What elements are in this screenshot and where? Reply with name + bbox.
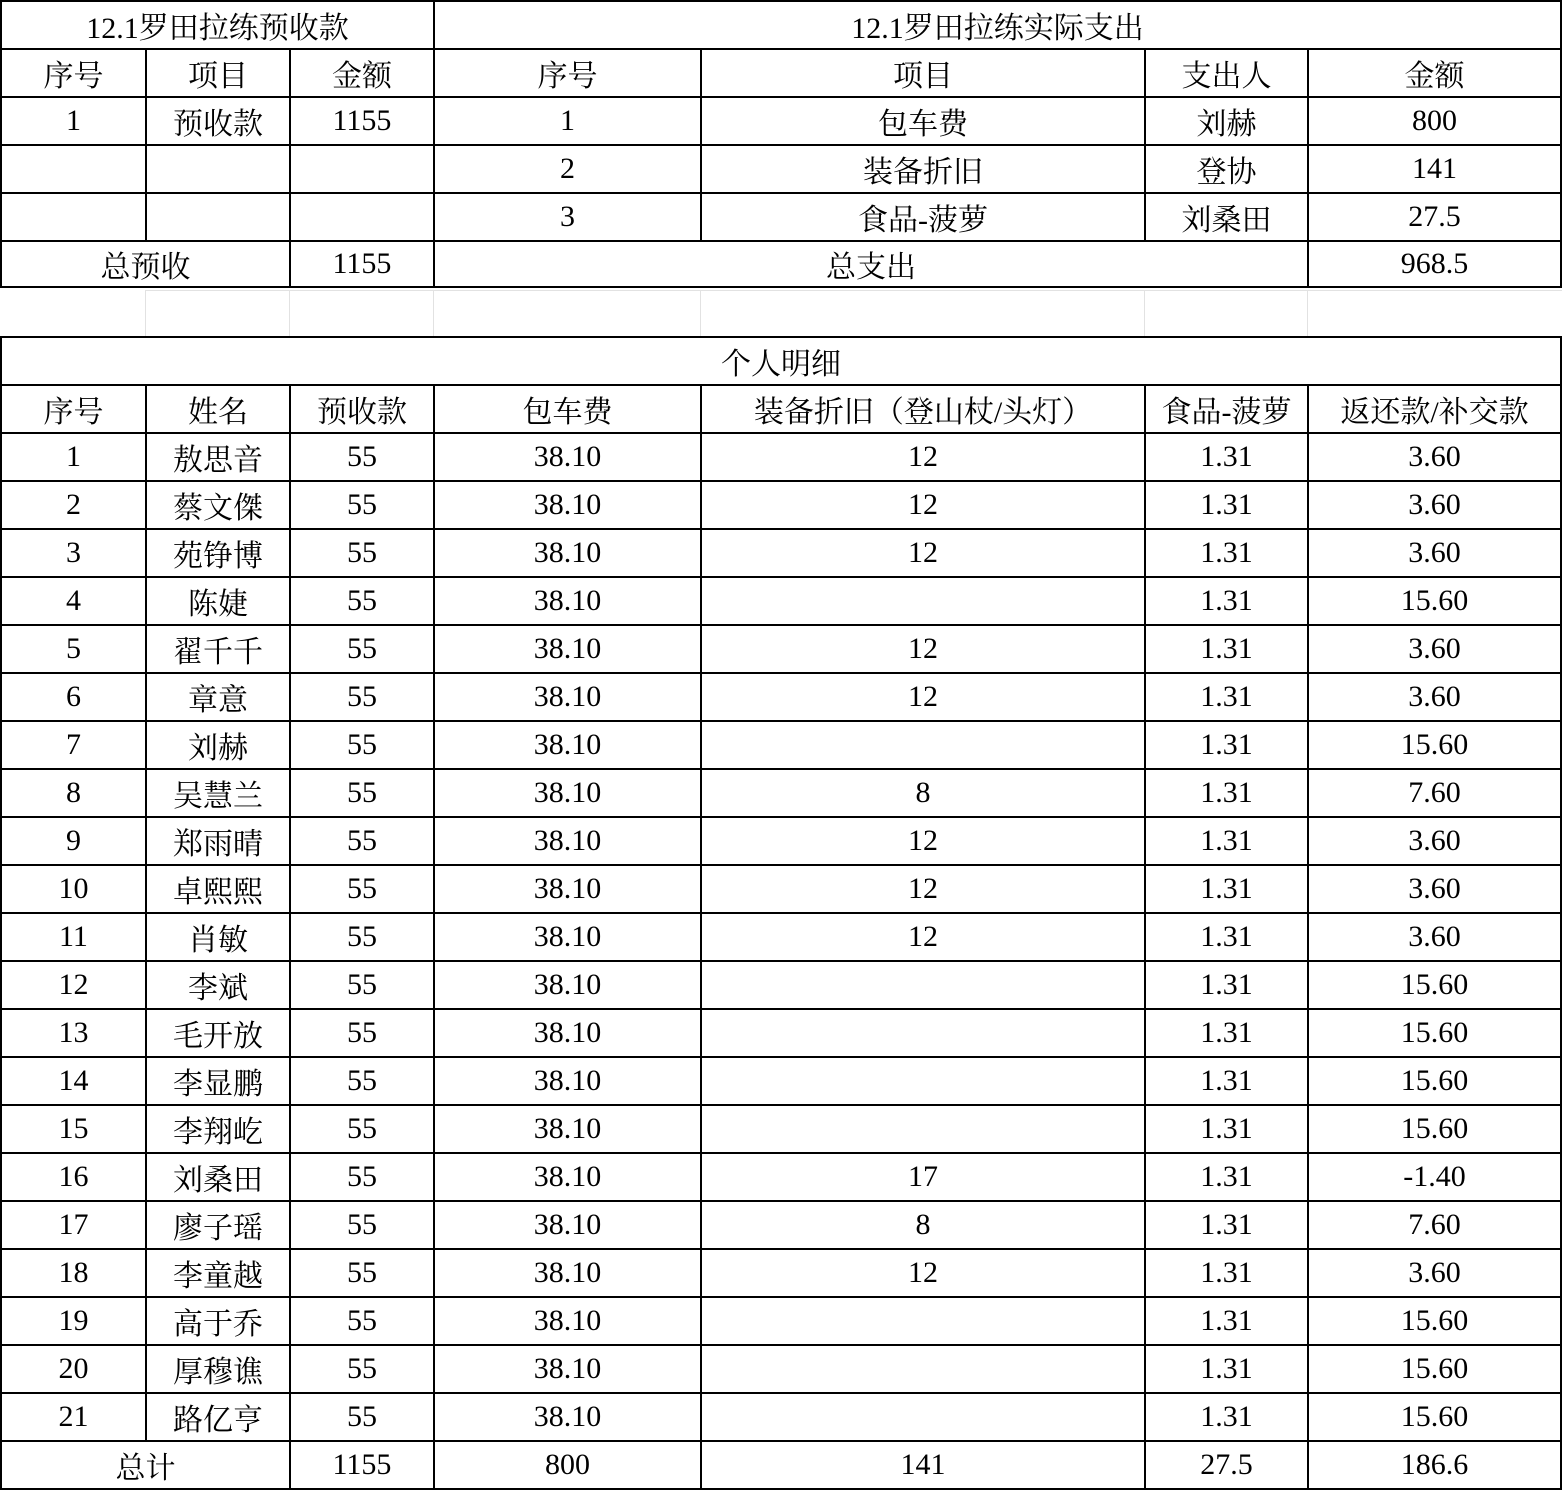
detail-cell-prepay[interactable]: 55	[289, 1008, 433, 1056]
detail-cell-name[interactable]: 高于乔	[145, 1296, 289, 1344]
detail-header-row	[0, 384, 1562, 432]
detail-row	[0, 1392, 1562, 1440]
detail-header-refund[interactable]: 返还款/补交款	[1307, 384, 1562, 432]
detail-cell-equipment[interactable]: 12	[700, 624, 1144, 672]
detail-cell-name[interactable]: 廖子瑶	[145, 1200, 289, 1248]
detail-cell-prepay[interactable]: 55	[289, 720, 433, 768]
detail-cell-bus[interactable]: 38.10	[433, 1296, 700, 1344]
prepay-header-index[interactable]: 序号	[0, 48, 145, 96]
detail-cell-name[interactable]: 敖思音	[145, 432, 289, 480]
detail-cell-prepay[interactable]: 55	[289, 1392, 433, 1440]
detail-cell-prepay[interactable]: 55	[289, 912, 433, 960]
detail-cell-food[interactable]: 1.31	[1144, 672, 1307, 720]
detail-cell-food[interactable]: 1.31	[1144, 576, 1307, 624]
detail-cell-prepay[interactable]: 55	[289, 480, 433, 528]
detail-cell-equipment[interactable]	[700, 960, 1144, 1008]
detail-cell-index[interactable]: 8	[0, 768, 145, 816]
detail-row	[0, 1200, 1562, 1248]
prepay-cell-item[interactable]: 预收款	[145, 96, 289, 144]
detail-cell-bus[interactable]: 38.10	[433, 1056, 700, 1104]
expense-cell-index[interactable]: 2	[433, 144, 700, 192]
detail-row	[0, 1008, 1562, 1056]
prepay-total-label[interactable]: 总预收	[0, 240, 289, 288]
detail-header-equipment[interactable]: 装备折旧（登山杖/头灯）	[700, 384, 1144, 432]
detail-cell-index[interactable]: 3	[0, 528, 145, 576]
detail-cell-name[interactable]: 李显鹏	[145, 1056, 289, 1104]
detail-cell-equipment[interactable]: 12	[700, 480, 1144, 528]
detail-cell-equipment[interactable]: 12	[700, 816, 1144, 864]
detail-cell-name[interactable]: 吴慧兰	[145, 768, 289, 816]
detail-row	[0, 528, 1562, 576]
detail-cell-name[interactable]: 路亿亨	[145, 1392, 289, 1440]
prepay-cell-index[interactable]	[0, 192, 145, 240]
detail-title-row	[0, 336, 1562, 384]
detail-cell-bus[interactable]: 38.10	[433, 1152, 700, 1200]
detail-cell-equipment[interactable]	[700, 1392, 1144, 1440]
detail-cell-equipment[interactable]: 12	[700, 864, 1144, 912]
detail-cell-food[interactable]: 1.31	[1144, 1200, 1307, 1248]
detail-cell-equipment[interactable]	[700, 1104, 1144, 1152]
detail-cell-equipment[interactable]: 17	[700, 1152, 1144, 1200]
expense-title[interactable]: 12.1罗田拉练实际支出	[433, 0, 1562, 48]
detail-cell-refund[interactable]: 3.60	[1307, 816, 1562, 864]
expense-total-value[interactable]: 968.5	[1307, 240, 1562, 288]
detail-cell-name[interactable]: 刘桑田	[145, 1152, 289, 1200]
expense-cell-index[interactable]: 1	[433, 96, 700, 144]
detail-cell-bus[interactable]: 38.10	[433, 528, 700, 576]
detail-cell-equipment[interactable]	[700, 720, 1144, 768]
detail-cell-equipment[interactable]	[700, 1296, 1144, 1344]
detail-cell-name[interactable]: 翟千千	[145, 624, 289, 672]
detail-cell-prepay[interactable]: 55	[289, 1104, 433, 1152]
detail-cell-equipment[interactable]	[700, 1008, 1144, 1056]
summary-row	[0, 144, 1562, 192]
detail-total-food[interactable]: 27.5	[1144, 1440, 1307, 1490]
detail-row	[0, 864, 1562, 912]
detail-cell-equipment[interactable]: 12	[700, 1248, 1144, 1296]
detail-cell-food[interactable]: 1.31	[1144, 1248, 1307, 1296]
detail-cell-food[interactable]: 1.31	[1144, 1344, 1307, 1392]
prepay-cell-index[interactable]	[0, 144, 145, 192]
blank-cell[interactable]	[145, 290, 289, 336]
detail-cell-name[interactable]: 郑雨晴	[145, 816, 289, 864]
expense-cell-payer[interactable]: 登协	[1144, 144, 1307, 192]
blank-cell[interactable]	[433, 290, 700, 336]
detail-cell-name[interactable]: 厚穆谯	[145, 1344, 289, 1392]
detail-cell-refund[interactable]: 15.60	[1307, 1296, 1562, 1344]
detail-cell-refund[interactable]: 3.60	[1307, 912, 1562, 960]
expense-cell-amount[interactable]: 27.5	[1307, 192, 1562, 240]
detail-cell-prepay[interactable]: 55	[289, 768, 433, 816]
detail-cell-food[interactable]: 1.31	[1144, 480, 1307, 528]
detail-row	[0, 912, 1562, 960]
detail-cell-prepay[interactable]: 55	[289, 528, 433, 576]
detail-cell-equipment[interactable]: 8	[700, 1200, 1144, 1248]
detail-cell-index[interactable]: 11	[0, 912, 145, 960]
detail-cell-index[interactable]: 20	[0, 1344, 145, 1392]
prepay-cell-amount[interactable]	[289, 144, 433, 192]
detail-cell-prepay[interactable]: 55	[289, 576, 433, 624]
detail-cell-index[interactable]: 6	[0, 672, 145, 720]
prepay-cell-item[interactable]	[145, 144, 289, 192]
detail-cell-prepay[interactable]: 55	[289, 1200, 433, 1248]
detail-cell-food[interactable]: 1.31	[1144, 816, 1307, 864]
detail-cell-prepay[interactable]: 55	[289, 672, 433, 720]
detail-cell-food[interactable]: 1.31	[1144, 768, 1307, 816]
detail-cell-equipment[interactable]: 12	[700, 528, 1144, 576]
detail-cell-refund[interactable]: 3.60	[1307, 672, 1562, 720]
detail-cell-prepay[interactable]: 55	[289, 1152, 433, 1200]
detail-cell-index[interactable]: 19	[0, 1296, 145, 1344]
prepay-cell-amount[interactable]: 1155	[289, 96, 433, 144]
detail-cell-food[interactable]: 1.31	[1144, 624, 1307, 672]
detail-cell-refund[interactable]: 3.60	[1307, 1248, 1562, 1296]
detail-cell-prepay[interactable]: 55	[289, 1344, 433, 1392]
blank-cell[interactable]	[700, 290, 1144, 336]
detail-cell-name[interactable]: 章意	[145, 672, 289, 720]
expense-total-label[interactable]: 总支出	[433, 240, 1307, 288]
summary-total-row	[0, 240, 1562, 288]
detail-cell-prepay[interactable]: 55	[289, 960, 433, 1008]
detail-cell-name[interactable]: 毛开放	[145, 1008, 289, 1056]
detail-cell-name[interactable]: 李童越	[145, 1248, 289, 1296]
detail-cell-equipment[interactable]: 12	[700, 432, 1144, 480]
detail-cell-refund[interactable]: 15.60	[1307, 1344, 1562, 1392]
detail-cell-food[interactable]: 1.31	[1144, 528, 1307, 576]
detail-cell-refund[interactable]: 3.60	[1307, 528, 1562, 576]
detail-cell-name[interactable]: 陈婕	[145, 576, 289, 624]
detail-cell-index[interactable]: 17	[0, 1200, 145, 1248]
detail-cell-food[interactable]: 1.31	[1144, 864, 1307, 912]
detail-header-name[interactable]: 姓名	[145, 384, 289, 432]
detail-cell-prepay[interactable]: 55	[289, 864, 433, 912]
detail-cell-prepay[interactable]: 55	[289, 816, 433, 864]
detail-cell-index[interactable]: 5	[0, 624, 145, 672]
detail-cell-index[interactable]: 2	[0, 480, 145, 528]
detail-cell-prepay[interactable]: 55	[289, 432, 433, 480]
detail-total-refund[interactable]: 186.6	[1307, 1440, 1562, 1490]
expense-header-payer[interactable]: 支出人	[1144, 48, 1307, 96]
expense-cell-item[interactable]: 食品-菠萝	[700, 192, 1144, 240]
detail-total-label[interactable]: 总计	[0, 1440, 289, 1490]
prepay-cell-index[interactable]: 1	[0, 96, 145, 144]
blank-cell[interactable]	[1144, 290, 1307, 336]
detail-cell-bus[interactable]: 38.10	[433, 1200, 700, 1248]
detail-cell-index[interactable]: 18	[0, 1248, 145, 1296]
detail-cell-food[interactable]: 1.31	[1144, 1104, 1307, 1152]
detail-cell-bus[interactable]: 38.10	[433, 912, 700, 960]
detail-row	[0, 1344, 1562, 1392]
expense-cell-payer[interactable]: 刘赫	[1144, 96, 1307, 144]
detail-cell-equipment[interactable]	[700, 576, 1144, 624]
summary-header-row	[0, 48, 1562, 96]
detail-cell-bus[interactable]: 38.10	[433, 1392, 700, 1440]
detail-cell-index[interactable]: 7	[0, 720, 145, 768]
summary-row	[0, 96, 1562, 144]
detail-cell-refund[interactable]: 7.60	[1307, 1200, 1562, 1248]
detail-row	[0, 768, 1562, 816]
expense-cell-payer[interactable]: 刘桑田	[1144, 192, 1307, 240]
prepay-total-value[interactable]: 1155	[289, 240, 433, 288]
detail-cell-index[interactable]: 1	[0, 432, 145, 480]
detail-row	[0, 1248, 1562, 1296]
detail-cell-bus[interactable]: 38.10	[433, 768, 700, 816]
detail-cell-index[interactable]: 16	[0, 1152, 145, 1200]
expense-cell-item[interactable]: 装备折旧	[700, 144, 1144, 192]
summary-row	[0, 192, 1562, 240]
detail-cell-refund[interactable]: 15.60	[1307, 1056, 1562, 1104]
detail-cell-bus[interactable]: 38.10	[433, 624, 700, 672]
detail-cell-prepay[interactable]: 55	[289, 1296, 433, 1344]
detail-cell-refund[interactable]: 15.60	[1307, 1008, 1562, 1056]
detail-row	[0, 672, 1562, 720]
detail-cell-name[interactable]: 肖敏	[145, 912, 289, 960]
detail-row	[0, 624, 1562, 672]
detail-cell-refund[interactable]: 15.60	[1307, 576, 1562, 624]
expense-cell-amount[interactable]: 141	[1307, 144, 1562, 192]
detail-cell-food[interactable]: 1.31	[1144, 960, 1307, 1008]
prepay-title[interactable]: 12.1罗田拉练预收款	[0, 0, 433, 48]
detail-cell-index[interactable]: 10	[0, 864, 145, 912]
detail-cell-equipment[interactable]: 12	[700, 672, 1144, 720]
expense-cell-index[interactable]: 3	[433, 192, 700, 240]
detail-cell-index[interactable]: 9	[0, 816, 145, 864]
detail-cell-food[interactable]: 1.31	[1144, 1056, 1307, 1104]
detail-cell-prepay[interactable]: 55	[289, 1056, 433, 1104]
detail-row	[0, 480, 1562, 528]
detail-cell-bus[interactable]: 38.10	[433, 1008, 700, 1056]
detail-cell-refund[interactable]: 15.60	[1307, 960, 1562, 1008]
detail-cell-refund[interactable]: 15.60	[1307, 720, 1562, 768]
detail-row	[0, 432, 1562, 480]
detail-total-row	[0, 1440, 1562, 1490]
detail-cell-bus[interactable]: 38.10	[433, 576, 700, 624]
detail-cell-bus[interactable]: 38.10	[433, 432, 700, 480]
detail-cell-name[interactable]: 卓熙熙	[145, 864, 289, 912]
detail-cell-bus[interactable]: 38.10	[433, 816, 700, 864]
detail-cell-refund[interactable]: 7.60	[1307, 768, 1562, 816]
detail-total-prepay[interactable]: 1155	[289, 1440, 433, 1490]
detail-header-prepay[interactable]: 预收款	[289, 384, 433, 432]
detail-cell-bus[interactable]: 38.10	[433, 672, 700, 720]
detail-cell-index[interactable]: 21	[0, 1392, 145, 1440]
blank-cell[interactable]	[0, 290, 145, 336]
detail-cell-prepay[interactable]: 55	[289, 1248, 433, 1296]
prepay-cell-item[interactable]	[145, 192, 289, 240]
detail-cell-bus[interactable]: 38.10	[433, 960, 700, 1008]
detail-cell-food[interactable]: 1.31	[1144, 1152, 1307, 1200]
detail-header-index[interactable]: 序号	[0, 384, 145, 432]
detail-row	[0, 1104, 1562, 1152]
detail-header-bus[interactable]: 包车费	[433, 384, 700, 432]
detail-row	[0, 960, 1562, 1008]
detail-cell-prepay[interactable]: 55	[289, 624, 433, 672]
detail-cell-bus[interactable]: 38.10	[433, 864, 700, 912]
detail-cell-index[interactable]: 12	[0, 960, 145, 1008]
detail-cell-index[interactable]: 15	[0, 1104, 145, 1152]
detail-cell-equipment[interactable]	[700, 1056, 1144, 1104]
detail-cell-bus[interactable]: 38.10	[433, 1248, 700, 1296]
detail-cell-index[interactable]: 13	[0, 1008, 145, 1056]
detail-row	[0, 816, 1562, 864]
expense-cell-amount[interactable]: 800	[1307, 96, 1562, 144]
detail-cell-food[interactable]: 1.31	[1144, 1296, 1307, 1344]
detail-row	[0, 1296, 1562, 1344]
detail-row	[0, 1056, 1562, 1104]
expense-header-amount[interactable]: 金额	[1307, 48, 1562, 96]
detail-cell-refund[interactable]: 15.60	[1307, 1392, 1562, 1440]
detail-header-food[interactable]: 食品-菠萝	[1144, 384, 1307, 432]
detail-total-bus[interactable]: 800	[433, 1440, 700, 1490]
blank-cell[interactable]	[1307, 290, 1562, 336]
detail-cell-equipment[interactable]: 8	[700, 768, 1144, 816]
detail-cell-name[interactable]: 李斌	[145, 960, 289, 1008]
detail-cell-bus[interactable]: 38.10	[433, 480, 700, 528]
detail-cell-food[interactable]: 1.31	[1144, 912, 1307, 960]
blank-cell[interactable]	[289, 290, 433, 336]
detail-cell-food[interactable]: 1.31	[1144, 432, 1307, 480]
detail-cell-refund[interactable]: 3.60	[1307, 624, 1562, 672]
detail-cell-refund[interactable]: 15.60	[1307, 1104, 1562, 1152]
detail-cell-bus[interactable]: 38.10	[433, 720, 700, 768]
detail-cell-index[interactable]: 4	[0, 576, 145, 624]
detail-cell-name[interactable]: 苑铮博	[145, 528, 289, 576]
detail-cell-refund[interactable]: 3.60	[1307, 480, 1562, 528]
prepay-cell-amount[interactable]	[289, 192, 433, 240]
prepay-header-amount[interactable]: 金额	[289, 48, 433, 96]
detail-title[interactable]: 个人明细	[0, 336, 1562, 384]
expense-header-index[interactable]: 序号	[433, 48, 700, 96]
expense-cell-item[interactable]: 包车费	[700, 96, 1144, 144]
detail-row	[0, 576, 1562, 624]
detail-cell-index[interactable]: 14	[0, 1056, 145, 1104]
detail-cell-refund[interactable]: 3.60	[1307, 432, 1562, 480]
prepay-header-item[interactable]: 项目	[145, 48, 289, 96]
detail-cell-refund[interactable]: 3.60	[1307, 864, 1562, 912]
detail-total-equipment[interactable]: 141	[700, 1440, 1144, 1490]
detail-row	[0, 720, 1562, 768]
expense-header-item[interactable]: 项目	[700, 48, 1144, 96]
detail-cell-name[interactable]: 刘赫	[145, 720, 289, 768]
detail-cell-name[interactable]: 李翔屹	[145, 1104, 289, 1152]
detail-cell-food[interactable]: 1.31	[1144, 720, 1307, 768]
detail-cell-bus[interactable]: 38.10	[433, 1344, 700, 1392]
detail-row	[0, 1152, 1562, 1200]
detail-cell-food[interactable]: 1.31	[1144, 1392, 1307, 1440]
detail-cell-equipment[interactable]	[700, 1344, 1144, 1392]
detail-cell-refund[interactable]: -1.40	[1307, 1152, 1562, 1200]
detail-cell-name[interactable]: 蔡文傑	[145, 480, 289, 528]
detail-cell-food[interactable]: 1.31	[1144, 1008, 1307, 1056]
detail-cell-equipment[interactable]: 12	[700, 912, 1144, 960]
detail-cell-bus[interactable]: 38.10	[433, 1104, 700, 1152]
title-row	[0, 0, 1562, 48]
blank-row	[0, 290, 1562, 336]
